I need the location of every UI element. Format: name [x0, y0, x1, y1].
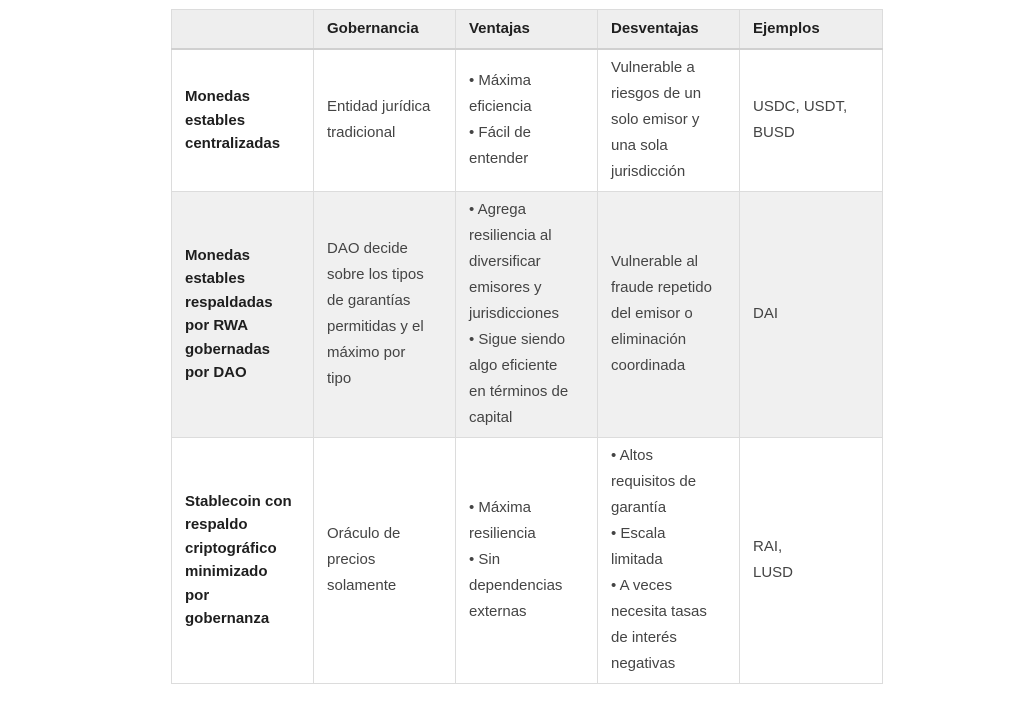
cell-text-line: • Fácil de	[469, 124, 531, 142]
cell-text-line: gobernadas	[185, 340, 271, 358]
cell-text-line: • A veces	[611, 577, 673, 594]
gobernancia-cell	[314, 437, 456, 683]
cell-text-line: tipo	[327, 370, 352, 387]
cell-text-line: • Escala	[611, 525, 666, 542]
header-row	[172, 10, 883, 50]
cell-text-line: • Sigue siendo	[469, 331, 566, 348]
desventajas-cell	[598, 191, 740, 437]
cell-text-line: necesita tasas	[611, 603, 707, 620]
cell-text-line: por RWA	[185, 317, 249, 334]
cell-text-line: dependencias	[469, 577, 563, 594]
cell-text-line: respaldadas	[185, 293, 273, 311]
cell-text-line: Entidad jurídica	[327, 98, 431, 116]
cell-text-line: Monedas	[185, 246, 251, 264]
cell-text-line: garantía	[611, 499, 667, 516]
cell-text-line: Monedas	[185, 88, 251, 105]
cell-text-line: solamente	[327, 577, 397, 594]
row-name-cell	[172, 437, 314, 683]
cell-text-line: requisitos de	[611, 473, 697, 490]
cell-text-line: algo eficiente	[469, 357, 558, 374]
desventajas-cell	[598, 437, 740, 683]
header-cell-ejemplos: Ejemplos	[740, 10, 883, 50]
cell-text-line: fraude repetido	[611, 279, 712, 296]
cell-text-line: resiliencia al	[469, 227, 552, 244]
cell-text-line: gobernanza	[185, 610, 270, 627]
cell-text-line: limitada	[611, 551, 663, 568]
cell-text-line: Vulnerable al	[611, 253, 699, 270]
ventajas-cell	[456, 437, 598, 683]
cell-text-line: respaldo	[185, 516, 248, 533]
cell-text-line: capital	[469, 409, 513, 426]
cell-text-line: BUSD	[753, 124, 795, 142]
cell-text-line: USDC, USDT,	[753, 98, 848, 116]
cell-text-line: • Sin	[469, 551, 501, 568]
gobernancia-cell	[314, 49, 456, 191]
cell-text-line: emisores y	[469, 279, 542, 296]
cell-text-line: criptográfico	[185, 539, 277, 557]
cell-text-line: por	[185, 586, 210, 604]
desventajas-cell	[598, 49, 740, 191]
cell-text-line: estables	[185, 111, 246, 129]
cell-text-line: coordinada	[611, 357, 686, 374]
ejemplos-cell	[740, 191, 883, 437]
cell-text-line: DAO decide	[327, 240, 408, 257]
cell-text-line: del emisor o	[611, 305, 693, 322]
cell-text-line: sobre los tipos	[327, 266, 424, 283]
cell-text-line: solo emisor y	[611, 111, 700, 129]
cell-text-line: máximo por	[327, 344, 406, 361]
cell-text-line: entender	[469, 150, 529, 168]
cell-text-line: negativas	[611, 655, 676, 672]
ejemplos-cell	[740, 49, 883, 191]
cell-text-line: riesgos de un	[611, 85, 702, 103]
table-body	[172, 49, 883, 683]
cell-text-line: eficiencia	[469, 98, 532, 116]
cell-text-line: LUSD	[753, 564, 794, 581]
header-cell-desventajas: Desventajas	[598, 10, 740, 50]
cell-text-line: eliminación	[611, 331, 687, 348]
header-cell-empty	[172, 10, 314, 50]
cell-text-line: de interés	[611, 629, 677, 646]
ventajas-cell	[456, 191, 598, 437]
cell-text-line: • Máxima	[469, 499, 531, 516]
row-name-cell	[172, 191, 314, 437]
cell-text-line: • Agrega	[469, 201, 526, 218]
cell-text-line: estables	[185, 270, 246, 287]
cell-text-line: precios	[327, 551, 376, 568]
gobernancia-cell	[314, 191, 456, 437]
table-row	[172, 437, 883, 683]
cell-text-line: tradicional	[327, 124, 396, 142]
cell-text-line: jurisdicciones	[469, 305, 560, 322]
header-cell-gobernancia: Gobernancia	[314, 10, 456, 50]
cell-text-line: minimizado	[185, 563, 268, 580]
cell-text-line: • Máxima	[469, 72, 531, 90]
cell-text-line: Stablecoin con	[185, 492, 292, 510]
ejemplos-cell	[740, 437, 883, 683]
cell-text-line: jurisdicción	[611, 163, 686, 181]
ventajas-cell	[456, 49, 598, 191]
cell-text-line: de garantías	[327, 292, 411, 309]
cell-text-line: externas	[469, 603, 527, 620]
cell-text-line: por DAO	[185, 364, 247, 381]
cell-text-line: permitidas y el	[327, 318, 424, 335]
header-cell-ventajas: Ventajas	[456, 10, 598, 50]
cell-text-line: en términos de	[469, 383, 569, 400]
table-header	[172, 10, 883, 50]
cell-text-line: Vulnerable a	[611, 59, 695, 77]
cell-text-line: • Altos	[611, 447, 653, 464]
row-name-cell	[172, 49, 314, 191]
table-row	[172, 191, 883, 437]
cell-text-line: Oráculo de	[327, 525, 401, 542]
cell-text-line: una sola	[611, 137, 668, 155]
cell-text-line: resiliencia	[469, 525, 536, 542]
comparison-table	[171, 9, 883, 684]
cell-text-line: diversificar	[469, 253, 541, 270]
cell-text-line: DAI	[753, 305, 779, 322]
table-row	[172, 49, 883, 191]
cell-text-line: centralizadas	[185, 135, 281, 152]
cell-text-line: RAI,	[753, 538, 783, 555]
